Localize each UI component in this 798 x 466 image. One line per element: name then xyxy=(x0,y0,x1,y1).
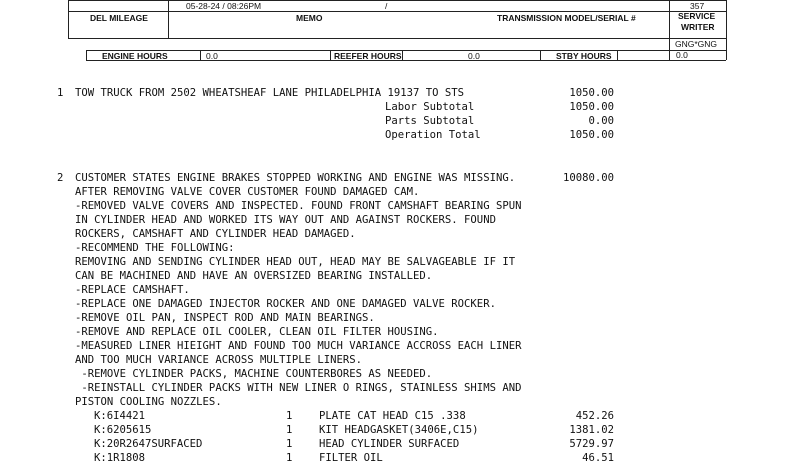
reefer-hours-value: 0.0 xyxy=(468,51,480,61)
subtotal-label: Parts Subtotal xyxy=(385,115,475,127)
operation-description-line: -RECOMMEND THE FOLLOWING: xyxy=(75,242,235,254)
header-divider xyxy=(200,50,201,60)
operation-description-line: AND TOO MUCH VARIANCE ACROSS MULTIPLE LINERS. xyxy=(75,354,363,366)
header-divider xyxy=(402,50,403,60)
transmission-label: TRANSMISSION MODEL/SERIAL # xyxy=(497,13,636,23)
part-qty: 1 xyxy=(286,452,293,464)
service-writer-label: SERVICE xyxy=(678,11,716,21)
subtotal-value: 1050.00 xyxy=(569,129,614,141)
date-slash: / xyxy=(385,1,388,11)
operation-amount: 10080.00 xyxy=(562,172,614,184)
part-number: K:6I4421 xyxy=(94,410,146,422)
header-divider xyxy=(540,50,541,60)
unit-number: 357 xyxy=(690,1,705,11)
part-qty: 1 xyxy=(286,410,293,422)
service-writer-value: GNG*GNG xyxy=(675,39,718,49)
operation-description-line: -REMOVED VALVE COVERS AND INSPECTED. FOUND FRONT CAMSHAFT BEARING SPUN xyxy=(75,200,522,212)
reefer-hours-label: REEFER HOURS xyxy=(334,51,402,61)
operation-description-line: -REMOVE CYLINDER PACKS, MACHINE COUNTERBORES AS NEEDED. xyxy=(75,368,433,380)
operation-description-line: -REPLACE ONE DAMAGED INJECTOR ROCKER AND ONE DAMAGED VALVE ROCKER. xyxy=(75,298,496,310)
part-qty: 1 xyxy=(286,424,293,436)
header-divider xyxy=(68,0,726,1)
part-amount: 452.26 xyxy=(575,410,614,422)
header-divider xyxy=(86,50,87,60)
engine-hours-value: 0.0 xyxy=(206,51,218,61)
operation-description-line: -REMOVE OIL PAN, INSPECT ROD AND MAIN BEARINGS. xyxy=(75,312,375,324)
subtotal-value: 1050.00 xyxy=(569,101,614,113)
operation-description-line: REMOVING AND SENDING CYLINDER HEAD OUT, HEAD MAY BE SALVAGEABLE IF IT xyxy=(75,256,516,268)
engine-hours-label: ENGINE HOURS xyxy=(102,51,168,61)
header-divider xyxy=(330,50,331,60)
operation-description-line: -REMOVE AND REPLACE OIL COOLER, CLEAN OIL FILTER HOUSING. xyxy=(75,326,439,338)
operation-description-line: -MEASURED LINER HIEIGHT AND FOUND TOO MUCH VARIANCE ACCROSS EACH LINER xyxy=(75,340,522,352)
operation-description-line: IN CYLINDER HEAD AND WORKED ITS WAY OUT AND AGAINST ROCKERS. FOUND xyxy=(75,214,496,226)
subtotal-label: Labor Subtotal xyxy=(385,101,475,113)
part-amount: 5729.97 xyxy=(569,438,614,450)
part-number: K:20R2647SURFACED xyxy=(94,438,203,450)
operation-description-line: AFTER REMOVING VALVE COVER CUSTOMER FOUND DAMAGED CAM. xyxy=(75,186,420,198)
part-description: PLATE CAT HEAD C15 .338 xyxy=(319,410,466,422)
operation-description-line: ROCKERS, CAMSHAFT AND CYLINDER HEAD DAMAGED. xyxy=(75,228,356,240)
header-divider xyxy=(86,60,726,61)
operation-number: 2 xyxy=(57,172,64,184)
header-divider xyxy=(168,0,169,38)
part-description: FILTER OIL xyxy=(319,452,383,464)
part-qty: 1 xyxy=(286,438,293,450)
subtotal-label: Operation Total xyxy=(385,129,481,141)
memo-label: MEMO xyxy=(296,13,323,23)
date-time: 05-28-24 / 08:26PM xyxy=(186,1,262,11)
subtotal-value: 0.00 xyxy=(588,115,614,127)
header-divider xyxy=(68,0,69,38)
operation-description-line: CAN BE MACHINED AND HAVE AN OVERSIZED BEARING INSTALLED. xyxy=(75,270,433,282)
stby-hours-value: 0.0 xyxy=(676,50,688,60)
operation-description-line: -REPLACE CAMSHAFT. xyxy=(75,284,190,296)
operation-number: 1 xyxy=(57,87,64,99)
header-divider xyxy=(68,38,726,39)
part-amount: 1381.02 xyxy=(569,424,614,436)
part-number: K:6205615 xyxy=(94,424,152,436)
header-divider xyxy=(669,0,670,60)
header-divider xyxy=(68,11,726,12)
header-divider xyxy=(726,0,727,60)
operation-description-line: -REINSTALL CYLINDER PACKS WITH NEW LINER O RINGS, STAINLESS SHIMS AND xyxy=(75,382,522,394)
operation-amount: 1050.00 xyxy=(569,87,614,99)
header-divider xyxy=(617,50,618,60)
stby-hours-label: STBY HOURS xyxy=(556,51,612,61)
header-divider xyxy=(86,50,726,51)
part-description: KIT HEADGASKET(3406E,C15) xyxy=(319,424,479,436)
operation-description-line: PISTON COOLING NOZZLES. xyxy=(75,396,222,408)
part-amount: 46.51 xyxy=(582,452,614,464)
operation-description-line: CUSTOMER STATES ENGINE BRAKES STOPPED WORKING AND ENGINE WAS MISSING. xyxy=(75,172,516,184)
service-writer-label: WRITER xyxy=(681,22,715,32)
part-number: K:1R1808 xyxy=(94,452,146,464)
part-description: HEAD CYLINDER SURFACED xyxy=(319,438,460,450)
operation-description-line: TOW TRUCK FROM 2502 WHEATSHEAF LANE PHILADELPHIA 19137 TO STS xyxy=(75,87,465,99)
del-mileage-label: DEL MILEAGE xyxy=(90,13,148,23)
